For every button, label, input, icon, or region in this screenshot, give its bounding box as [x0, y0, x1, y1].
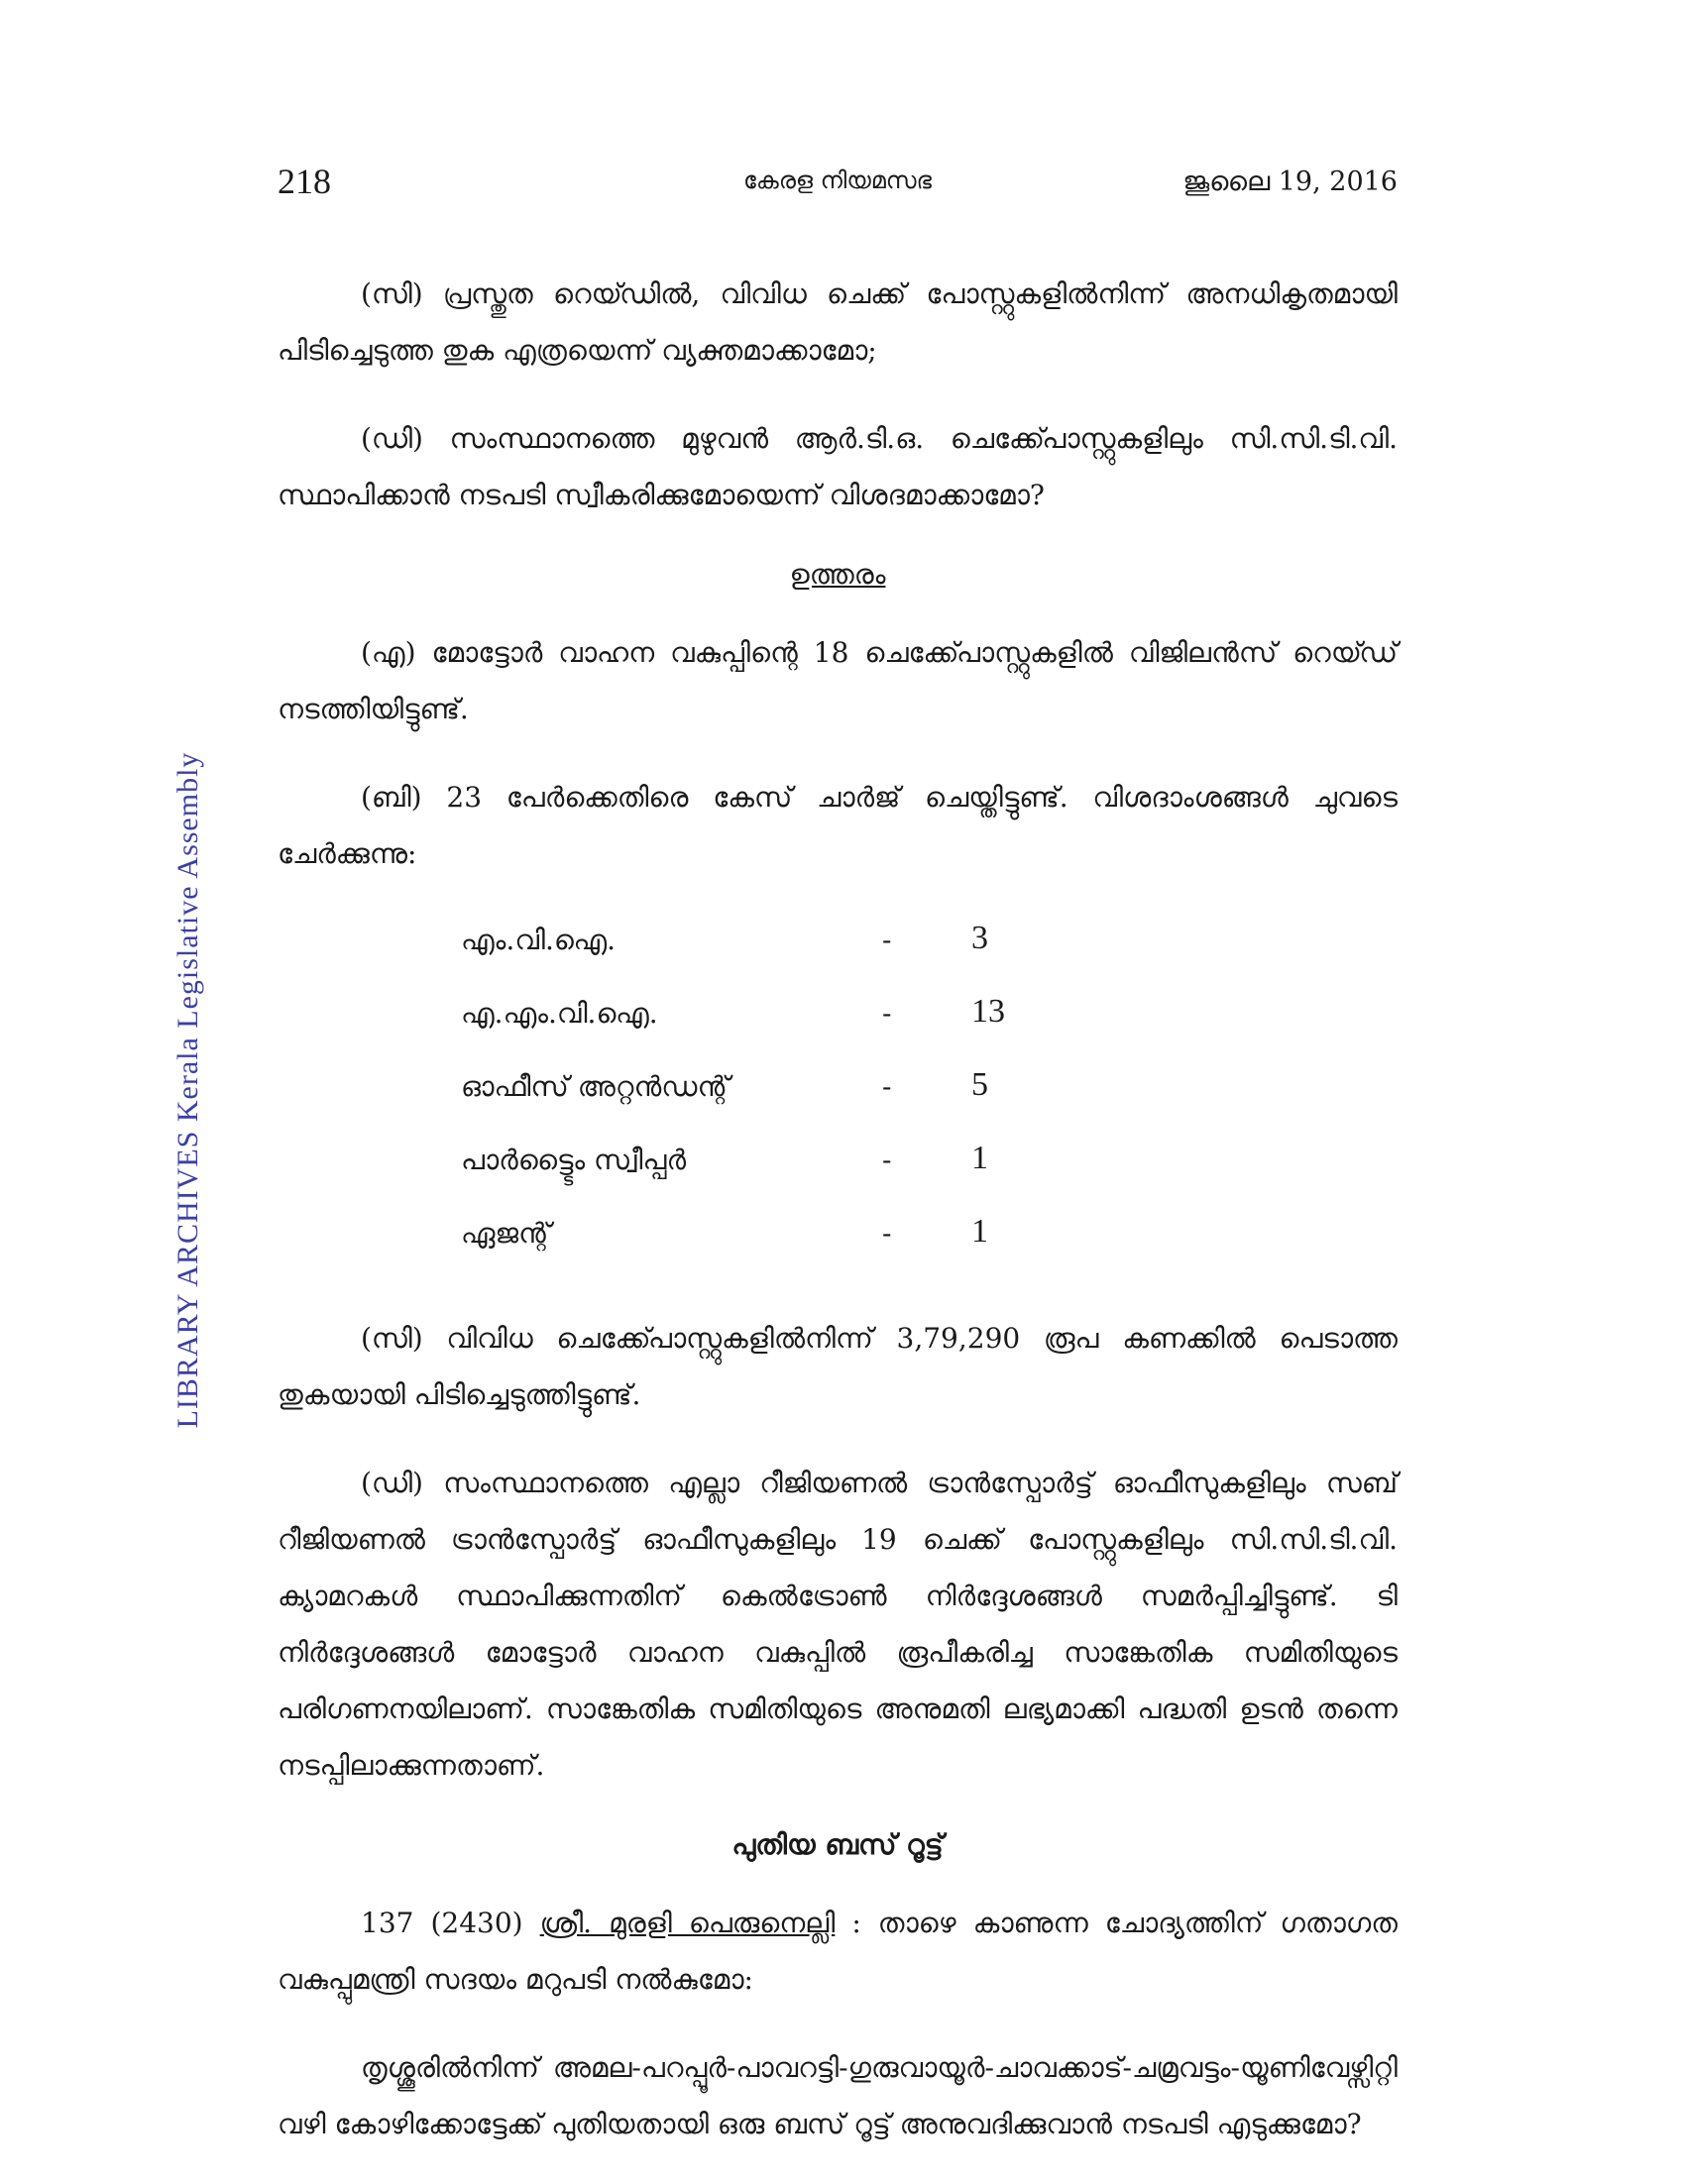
- question-137: [278, 1895, 1398, 2008]
- list-item: [461, 1060, 1016, 1134]
- answer-a: (എ) മോട്ടോർ വാഹന വകുപ്പിന്റെ 18 ചെക്ക്പോസ്റ്റുകളിൽ വിജിലൻസ് റെയ്ഡ് നടത്തിയിട്ടുണ്ട്.: [278, 636, 1398, 725]
- separator-dash: -: [882, 1144, 892, 1176]
- running-title: കേരള നിയമസഭ: [742, 166, 933, 194]
- designation-label: ഓഫീസ് അറ്റൻഡന്റ്: [461, 1070, 730, 1103]
- question-intro: : താഴെ കാണുന്ന ചോദ്യത്തിന് ഗതാഗത വകുപ്പുമന്ത്രി സദയം മറുപടി നൽകുമോ:: [278, 1907, 1398, 1996]
- designation-label: എ.എം.വി.ഐ.: [461, 997, 658, 1030]
- member-name: ശ്രീ. മുരളി പെരുനെല്ലി: [539, 1907, 836, 1939]
- question-number: 137 (2430): [361, 1907, 523, 1939]
- answer-heading-text: ഉത്തരം: [789, 558, 886, 591]
- list-item: [461, 1134, 1016, 1207]
- separator-dash: -: [882, 1217, 892, 1250]
- charged-staff-list: [461, 914, 1016, 1280]
- case-count: 5: [971, 1066, 988, 1103]
- section-title: പുതിയ ബസ് റൂട്ട്: [731, 1828, 944, 1861]
- archive-watermark: LIBRARY ARCHIVES Kerala Legislative Assembly: [171, 751, 204, 1429]
- answer-heading: [278, 555, 1398, 595]
- case-count: 1: [971, 1140, 988, 1176]
- page-body: [278, 266, 1398, 2184]
- answer-d: (ഡി) സംസ്ഥാനത്തെ എല്ലാ റീജിയണൽ ട്രാൻസ്പോർട്ട് ഓഫീസുകളിലും സബ് റീജിയണൽ ട്രാൻസ്പോർട്ട് ഓഫീസുകളിലും 19 ചെക്ക് പോസ്റ്റുകളിലും സി.സി.ടി.വി. ക്യാമറകൾ സ്ഥാപിക്കുന്നതിന് കെൽട്രോൺ നിർദ്ദേശങ്ങൾ സമർപ്പിച്ചിട്ടുണ്ട്. ടി നിർദ്ദേശങ്ങൾ മോട്ടോർ വാഹന വകുപ്പിൽ രൂപീകരിച്ച സാങ്കേതിക സമിതിയുടെ പരിഗണനയിലാണ്. സാങ്കേതിക സമിതിയുടെ അനുമതി ലഭ്യമാക്കി പദ്ധതി ഉടൻ തന്നെ നടപ്പിലാക്കുന്നതാണ്.: [278, 1467, 1398, 1782]
- case-count: 1: [971, 1213, 988, 1250]
- answer-c: (സി) വിവിധ ചെക്ക്പോസ്റ്റുകളിൽനിന്ന് 3,79,290 രൂപ കണക്കിൽ പെടാത്ത തുകയായി പിടിച്ചെടുത്തിട്ടുണ്ട്.: [278, 1322, 1398, 1411]
- designation-label: ഏജന്റ്: [461, 1217, 551, 1250]
- page-number: 218: [278, 162, 331, 201]
- separator-dash: -: [882, 924, 892, 956]
- answer-b: (ബി) 23 പേർക്കെതിരെ കേസ് ചാർജ് ചെയ്തിട്ടുണ്ട്. വിശദാംശങ്ങൾ ചുവടെ ചേർക്കുന്നു:: [278, 781, 1398, 870]
- designation-label: എം.വി.ഐ.: [461, 924, 617, 956]
- question-d: (ഡി) സംസ്ഥാനത്തെ മുഴുവൻ ആർ.ടി.ഒ. ചെക്ക്പോസ്റ്റുകളിലും സി.സി.ടി.വി. സ്ഥാപിക്കാൻ നടപടി സ്വീകരിക്കുമോയെന്ന് വിശദമാക്കാമോ?: [278, 422, 1398, 511]
- designation-label: പാർട്ട്ടൈം സ്വീപ്പർ: [461, 1144, 687, 1176]
- separator-dash: -: [882, 997, 892, 1030]
- list-item: [461, 914, 1016, 987]
- header-date: ജൂലൈ 19, 2016: [1182, 166, 1398, 197]
- case-count: 13: [971, 993, 1005, 1030]
- bus-route-question: തൃശ്ശൂരിൽനിന്ന് അമല-പറപ്പൂർ-പാവറട്ടി-ഗുരുവായൂർ-ചാവക്കാട്-ചമ്രവട്ടം-യൂണിവേഴ്സിറ്റി വഴി കോഴിക്കോട്ടേക്ക് പുതിയതായി ഒരു ബസ് റൂട്ട് അനുവദിക്കുവാൻ നടപടി എടുക്കുമോ?: [278, 2051, 1398, 2140]
- question-c: (സി) പ്രസ്തുത റെയ്ഡിൽ, വിവിധ ചെക്ക് പോസ്റ്റുകളിൽനിന്ന് അനധികൃതമായി പിടിച്ചെടുത്ത തുക എത്രയെന്ന് വ്യക്തമാക്കാമോ;: [278, 277, 1398, 367]
- list-item: [461, 987, 1016, 1060]
- case-count: 3: [971, 920, 988, 956]
- page-header: [278, 161, 1398, 200]
- separator-dash: -: [882, 1070, 892, 1103]
- list-item: [461, 1207, 1016, 1280]
